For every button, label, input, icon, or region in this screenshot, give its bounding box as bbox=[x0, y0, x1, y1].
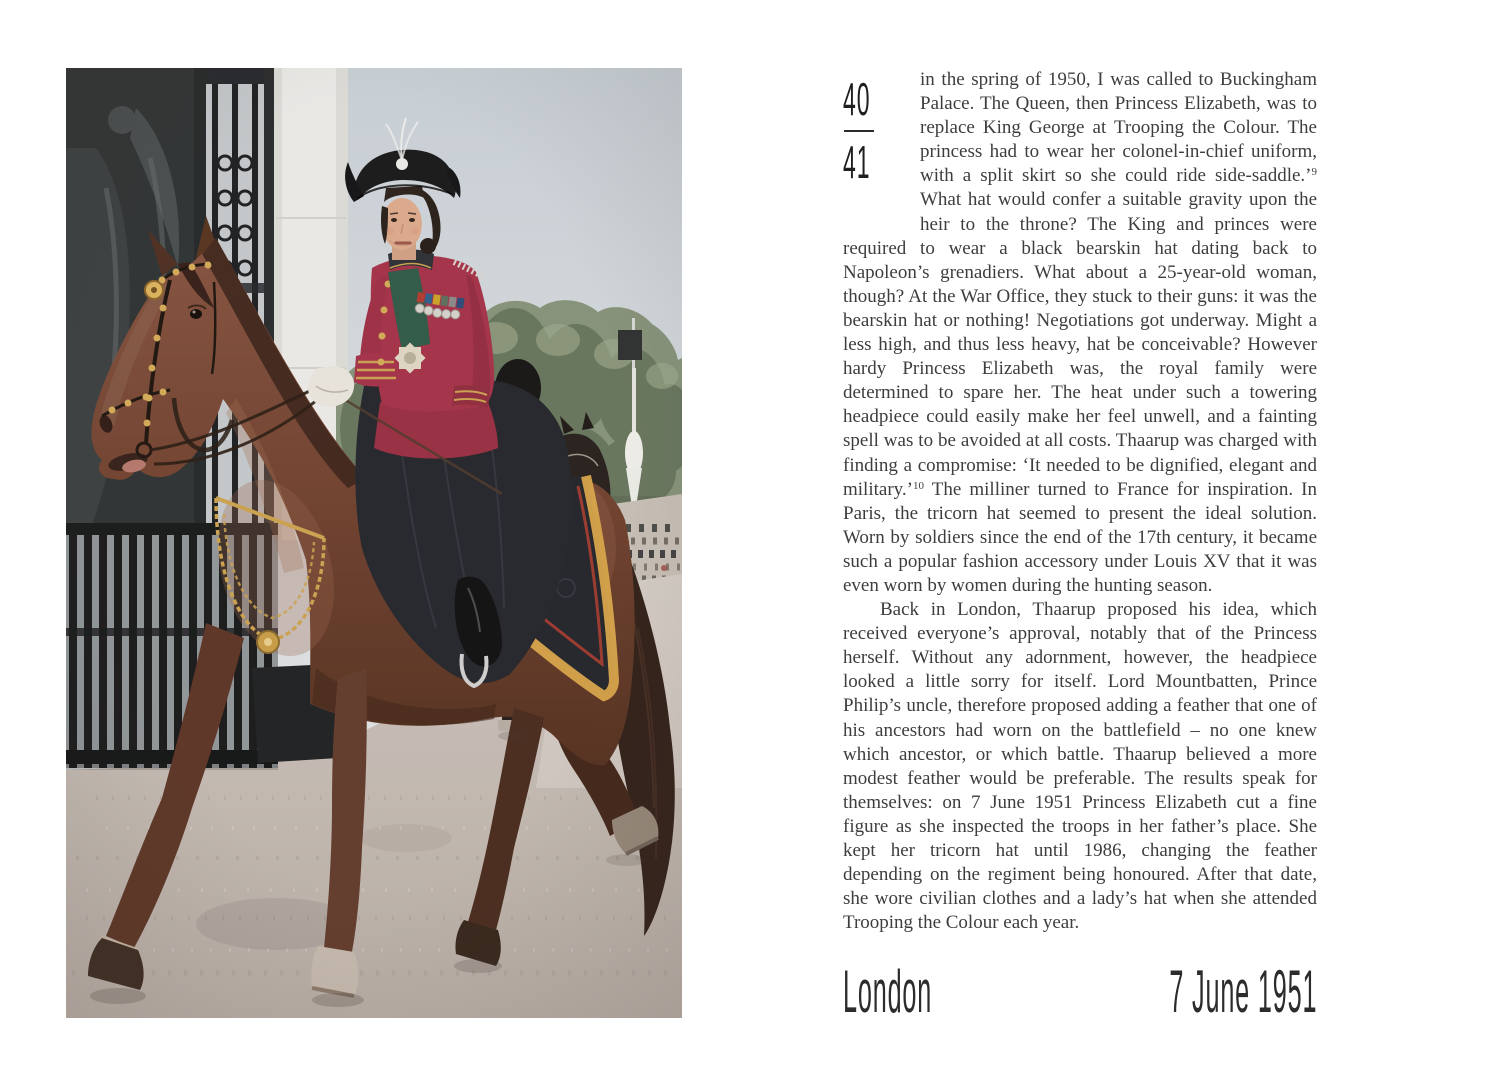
folio-left-page-number: 40 bbox=[843, 73, 871, 125]
text-column bbox=[843, 68, 1317, 1026]
paragraph-text: What hat would confer a suitable gravity upon the heir to the throne? The King and princes were required to wear a black bearskin hat dating back to Napoleon’s grenadiers. What about a 25-year-old woman, though? At the War Office, they stuck to their guns: it was the bearskin hat or nothing! Negotiations got underway. Might a less high, and thus less heavy, hat be conceivable? However hardy Princess Elizabeth was, the royal family were determined to spare her. The heat under such a towering headpiece could easily make her feel unwell, and a fainting spell was to be avoided at all costs. Thaarup was charged with finding a compromise: ‘It needed to be dignified, elegant and military.’ bbox=[843, 189, 1317, 500]
footnote-ref-10: 10 bbox=[913, 479, 924, 492]
folio-block bbox=[843, 68, 920, 214]
folio-right-page-number: 41 bbox=[843, 135, 871, 188]
chapter-footer bbox=[843, 948, 1317, 1026]
folio-divider-rule bbox=[844, 130, 874, 132]
vignette-overlay bbox=[66, 68, 682, 1018]
paragraph-text: The milliner turned to France for inspiration. In Paris, the tricorn hat seemed to present the ideal solution. Worn by soldiers since the end of the 17th century, it became such a popular fashion accessory under Louis XV that it was even worn by women during the hunting season. bbox=[843, 478, 1317, 596]
paragraph-text: in the spring of 1950, I was called to Buckingham Palace. The Queen, then Princess Elizabeth, was to replace King George at Trooping the Colour. The princess had to wear her colonel-in-chief uniform, with a split skirt so she could ride side-saddle.’ bbox=[920, 69, 1317, 187]
photo-princess-elizabeth-trooping-colour bbox=[66, 68, 682, 1018]
footnote-ref-9: 9 bbox=[1311, 166, 1317, 179]
footer-place-label: London bbox=[843, 958, 933, 1026]
footer-date-label: 7 June 1951 bbox=[1169, 958, 1317, 1026]
photo-illustration bbox=[66, 68, 682, 1018]
body-paragraph-2: Back in London, Thaarup proposed his idea, which received everyone’s approval, notably that of the Princess herself. Without any adornment, however, the headpiece looked a little sorry for itself. Lord Mountbatten, Prince Philip’s uncle, therefore proposed adding a feather that one of his ancestors had worn on the battlefield – no one knew which ancestor, or which battle. Thaarup believed a more modest feather would be preferable. The results speak for themselves: on 7 June 1951 Princess Elizabeth cut a fine figure as she inspected the troops in her father’s place. She kept her tricorn hat until 1986, changing the feather depending on the regiment being honoured. After that date, she wore civilian clothes and a lady’s hat when she attended Trooping the Colour each year. bbox=[843, 599, 1317, 934]
